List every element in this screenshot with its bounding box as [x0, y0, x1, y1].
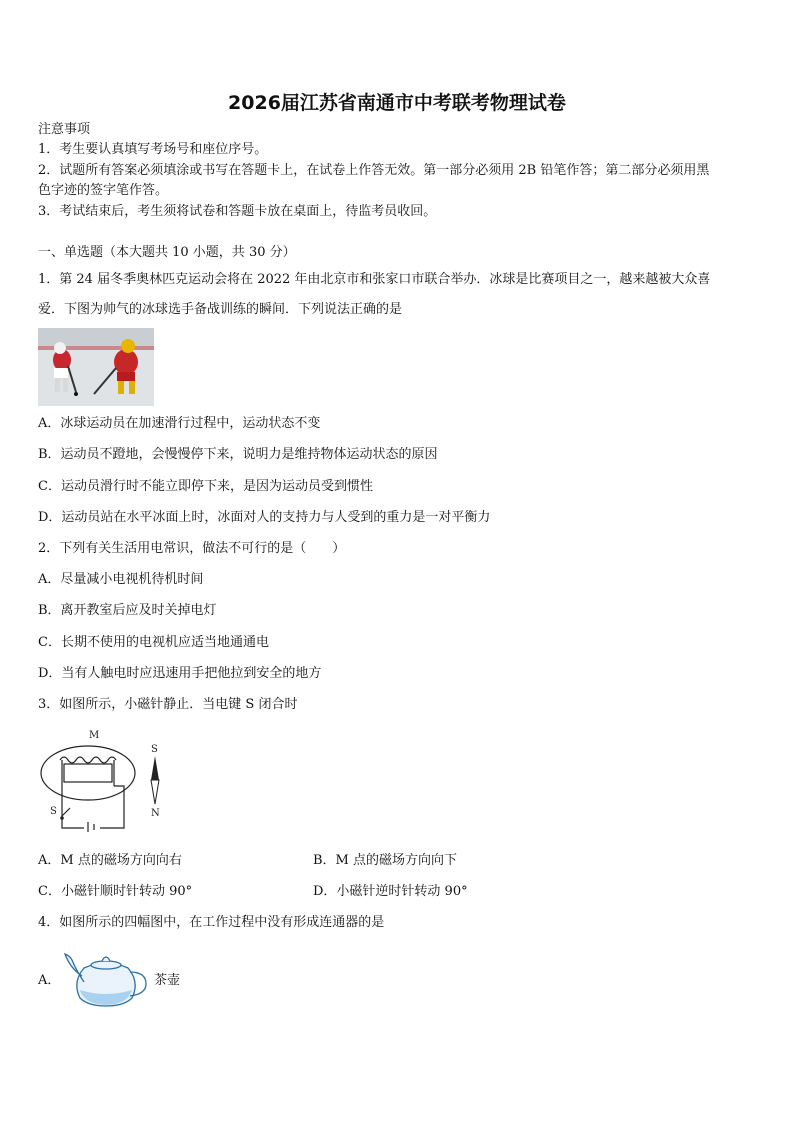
label-switch-s: S [50, 806, 57, 817]
question-2-option-d: D．当有人触电时应迅速用手把他拉到安全的地方 [38, 666, 322, 681]
question-2-option-a: A．尽量减小电视机待机时间 [38, 572, 204, 587]
question-2-option-b: B．离开教室后应及时关掉电灯 [38, 603, 217, 618]
question-3-stem: 3．如图所示，小磁针静止．当电键 S 闭合时 [38, 697, 298, 712]
question-2-stem: 2．下列有关生活用电常识，做法不可行的是（ ） [38, 541, 346, 556]
question-2-option-c: C．长期不使用的电视机应适当地通通电 [38, 635, 269, 650]
notice-item: 2．试题所有答案必须填涂或书写在答题卡上，在试卷上作答无效。第一部分必须用 2B 铅笔作答；第二部分必须用黑 [38, 163, 710, 178]
label-m: M [89, 730, 100, 741]
teapot-icon [62, 948, 150, 1010]
notice-item: 3．考试结束后，考生须将试卷和答题卡放在桌面上，待监考员收回。 [38, 204, 437, 219]
question-3-option-b: B．M 点的磁场方向向下 [313, 853, 457, 868]
question-1-option-a: A．冰球运动员在加速滑行过程中，运动状态不变 [38, 416, 321, 431]
notice-heading: 注意事项 [38, 122, 91, 137]
question-1-option-b: B．运动员不蹬地，会慢慢停下来，说明力是维持物体运动状态的原因 [38, 447, 438, 462]
question-4-option-a-letter: A． [38, 973, 61, 988]
notice-item: 色字迹的签字笔作答。 [38, 183, 169, 198]
page-title: 2026届江苏省南通市中考联考物理试卷 [228, 92, 566, 114]
label-needle-s: S [151, 744, 158, 755]
question-4-stem: 4．如图所示的四幅图中，在工作过程中没有形成连通器的是 [38, 915, 385, 930]
ice-hockey-photo [38, 328, 154, 406]
solenoid-circuit-diagram [38, 728, 180, 832]
question-3-option-a: A．M 点的磁场方向向右 [38, 853, 182, 868]
notice-item: 1．考生要认真填写考场号和座位序号。 [38, 142, 268, 157]
question-3-option-d: D．小磁针逆时针转动 90° [313, 884, 468, 899]
section-heading: 一、单选题（本大题共 10 小题，共 30 分） [38, 245, 296, 260]
label-needle-n: N [151, 808, 160, 819]
question-3-option-c: C．小磁针顺时针转动 90° [38, 884, 193, 899]
question-1-stem: 1．第 24 届冬季奥林匹克运动会将在 2022 年由北京市和张家口市联合举办．冰球是比赛项目之一，越来越被大众喜 [38, 272, 711, 287]
question-1-option-c: C．运动员滑行时不能立即停下来，是因为运动员受到惯性 [38, 479, 373, 494]
question-4-option-a-label: 茶壶 [154, 973, 181, 988]
question-1-option-d: D．运动员站在水平冰面上时，冰面对人的支持力与人受到的重力是一对平衡力 [38, 510, 491, 525]
question-1-stem-cont: 爱．下图为帅气的冰球选手备战训练的瞬间．下列说法正确的是 [38, 302, 403, 317]
